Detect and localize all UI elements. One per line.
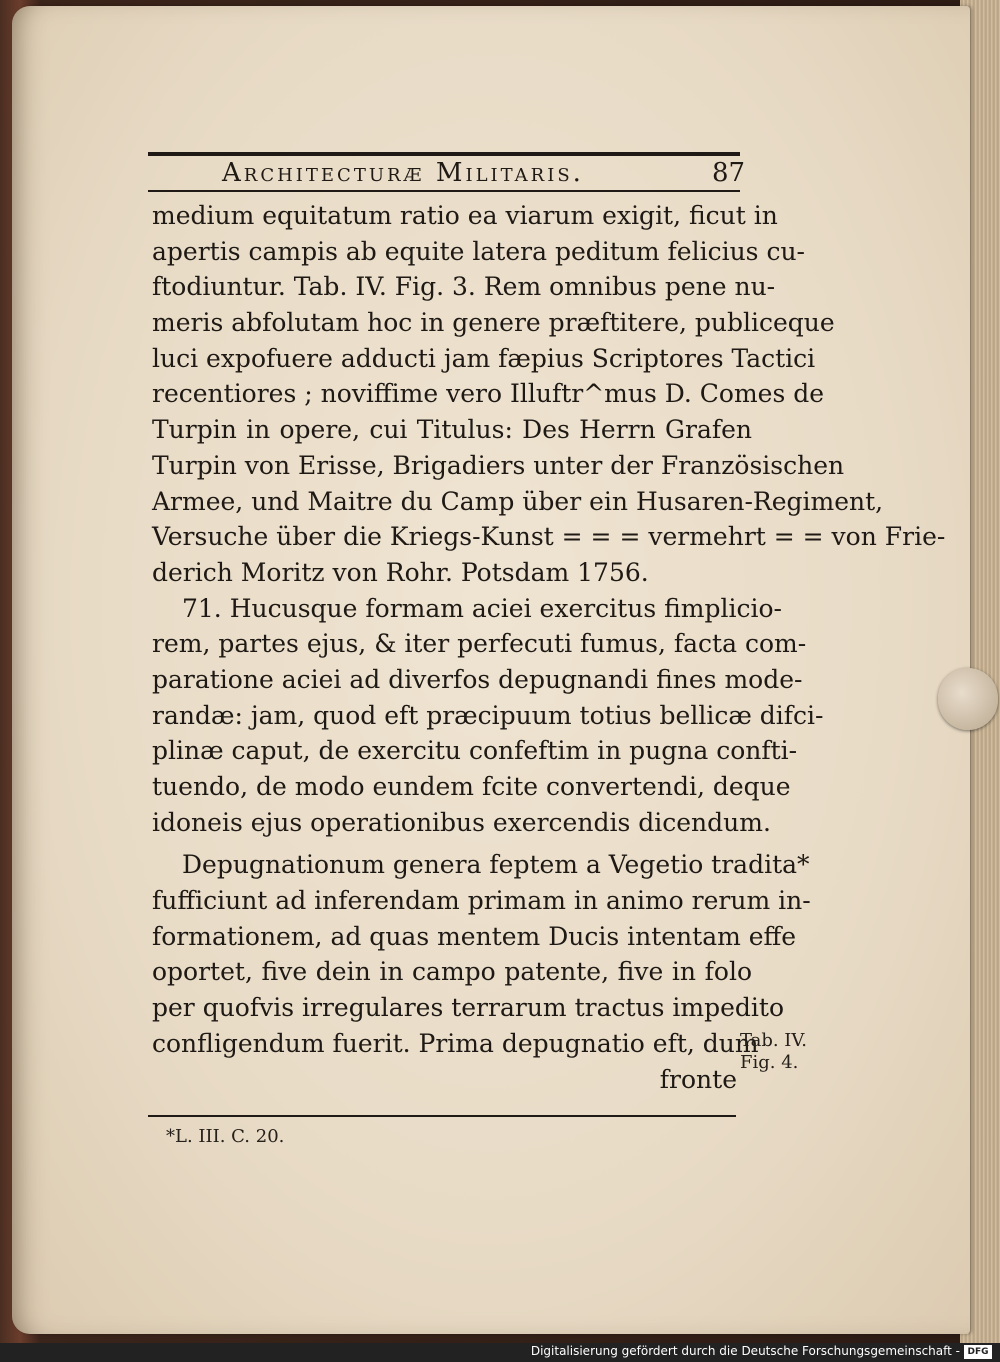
text-line: tuendo, de modo eundem fcite convertendi, deque — [152, 772, 791, 801]
text-line: Armee, und Maitre du Camp über ein Husaren-Regiment, — [152, 486, 884, 516]
margin-note — [740, 1030, 807, 1074]
text-line: randæ: jam, quod eft præcipuum totius bellicæ difci- — [152, 700, 824, 730]
text-line: fufficiunt ad inferendam primam in animo rerum in- — [152, 886, 811, 916]
text-line: medium equitatum ratio ea viarum exigit, ficut in — [152, 201, 778, 230]
text-line: paratione aciei ad diverfos depugnandi fines mode- — [152, 664, 803, 694]
text-line: plinæ caput, de exercitu confeftim in pugna confti- — [152, 736, 798, 766]
page-number: 87 — [712, 158, 746, 188]
text-line: Turpin in opere, cui Titulus: Des Herrn Grafen — [152, 415, 752, 445]
text-line: formationem, ad quas mentem Ducis intentam effe — [152, 921, 797, 951]
footnote-rule — [148, 1115, 736, 1117]
text-line: meris abfolutam hoc in genere præftitere, publiceque — [152, 308, 835, 338]
margin-note-line: Tab. IV. — [740, 1030, 807, 1051]
catchword: fronte — [659, 1064, 737, 1094]
text-line: per quofvis irregulares terrarum tractus impedito — [152, 993, 784, 1023]
text-line: ftodiuntur. Tab. IV. Fig. 3. Rem omnibus pene nu- — [152, 272, 776, 302]
text-line: derich Moritz von Rohr. Potsdam 1756. — [152, 557, 649, 587]
margin-note-line: Fig. 4. — [740, 1052, 799, 1073]
text-line: oportet, five dein in campo patente, five in folo — [152, 957, 752, 987]
text-line: recentiores ; noviffime vero Illuftr^mus D. Comes de — [152, 379, 825, 409]
text-line: apertis campis ab equite latera peditum felicius cu- — [152, 236, 806, 266]
text-line: luci expofuere adducti jam fæpius Scriptores Tactici — [152, 343, 816, 373]
text-line: rem, partes ejus, & iter perfecuti fumus, facta com- — [152, 629, 807, 659]
text-line: Versuche über die Kriegs-Kunst = = = vermehrt = = von Frie- — [152, 522, 946, 552]
running-head: Architecturæ Militaris. — [222, 158, 584, 188]
header-rule-bottom — [148, 190, 740, 192]
dfg-logo-icon: DFG — [964, 1345, 992, 1359]
text-line: 71. Hucusque formam aciei exercitus fimplicio- — [182, 593, 782, 623]
header-rule-top — [148, 152, 740, 156]
text-line: idoneis ejus operationibus exercendis dicendum. — [152, 807, 771, 837]
text-line: confligendum fuerit. Prima depugnatio eft, dum — [152, 1028, 759, 1058]
text-line: Turpin von Erisse, Brigadiers unter der Französischen — [152, 450, 845, 480]
digitization-credit: Digitalisierung gefördert durch die Deutsche Forschungsgemeinschaft - — [530, 1344, 960, 1358]
text-line: Depugnationum genera feptem a Vegetio tradita* — [182, 850, 810, 880]
footnote: *L. III. C. 20. — [166, 1126, 285, 1147]
page-tab-marker — [938, 668, 998, 730]
